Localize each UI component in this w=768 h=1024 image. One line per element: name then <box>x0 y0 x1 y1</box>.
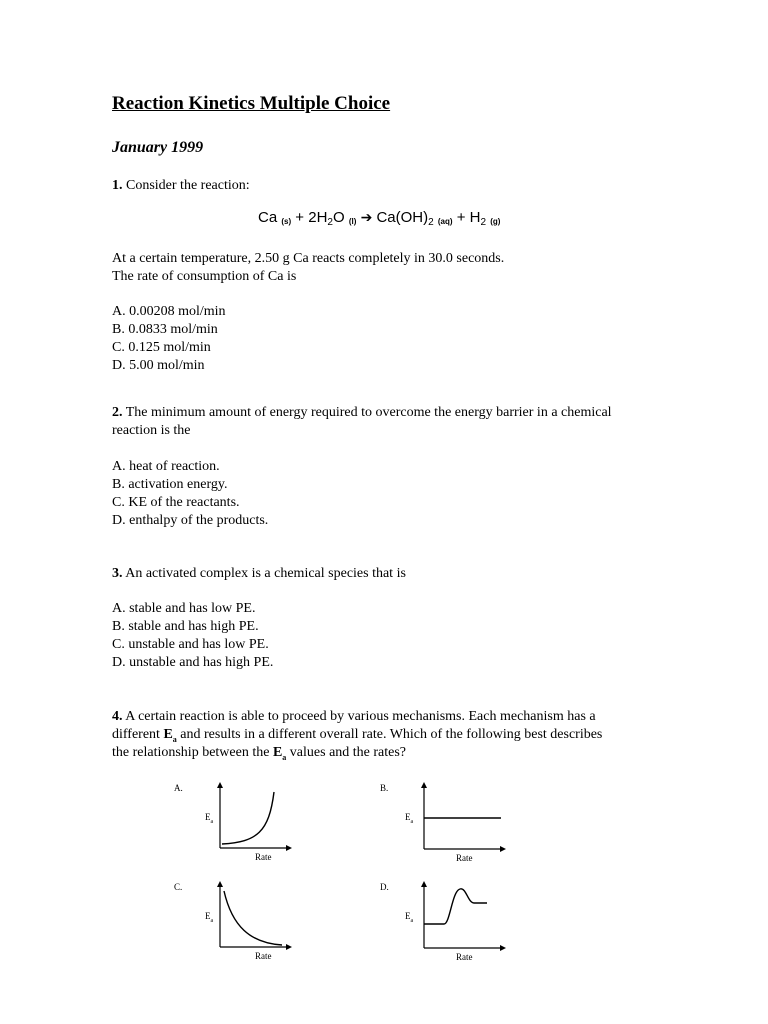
x-axis-arrow <box>286 845 292 851</box>
x-axis-label: Rate <box>255 852 272 862</box>
question-4-line1 <box>112 708 596 726</box>
question-number: 1. <box>112 178 123 193</box>
option-a: A. 0.00208 mol/min <box>112 304 226 319</box>
y-axis-label: $E_a$ <box>205 911 214 924</box>
graph-a-plot <box>172 782 302 872</box>
y-axis-label: $E_a$ <box>405 911 414 924</box>
question-text: Consider the reaction: <box>126 178 250 193</box>
option-a: A. stable and has low PE. <box>112 601 256 616</box>
x-axis-label: Rate <box>456 952 473 962</box>
x-axis-arrow <box>500 846 506 852</box>
question-number: 2. <box>112 405 123 420</box>
question-1-stem <box>112 177 250 195</box>
x-axis-arrow <box>286 944 292 950</box>
question-text: The minimum amount of energy required to overcome the energy barrier in a chemical <box>125 405 612 420</box>
graph-label: B. <box>380 783 389 793</box>
option-b: B. stable and has high PE. <box>112 619 259 634</box>
question-4-line2: different $E_a$ and results in a different overall rate. Which of the following best describes <box>112 727 603 744</box>
question-text: An activated complex is a chemical species that is <box>125 566 406 581</box>
question-4-line3: the relationship between the $E_a$ values and the rates? <box>112 745 407 762</box>
question-1-line1: At a certain temperature, 2.50 g Ca reacts completely in 30.0 seconds. <box>112 251 505 266</box>
x-axis-label: Rate <box>255 951 272 961</box>
question-2-line2: reaction is the <box>112 423 191 438</box>
graph-c <box>172 881 302 971</box>
y-axis-arrow <box>217 881 223 887</box>
question-number: 3. <box>112 566 123 581</box>
option-b: B. activation energy. <box>112 477 228 492</box>
option-c: C. unstable and has low PE. <box>112 637 269 652</box>
graph-d-plot <box>380 881 510 971</box>
option-c: C. 0.125 mol/min <box>112 340 211 355</box>
option-c: C. KE of the reactants. <box>112 495 240 510</box>
option-d: D. unstable and has high PE. <box>112 655 274 670</box>
question-number: 4. <box>112 709 123 724</box>
question-3-options <box>112 600 273 672</box>
graph-c-plot <box>172 881 302 971</box>
question-2-options <box>112 458 268 530</box>
data-curve <box>222 792 274 844</box>
chemical-equation: Ca $_{(s)} + 2H_2O$ $_{(l)}$ ➔ $Ca(OH)_2$ $_{(aq)} + H_2$ $_{(g)}$ <box>258 209 501 228</box>
activation-energy-symbol: $E_a$ <box>272 745 287 762</box>
question-2-line1 <box>112 404 612 422</box>
data-curve <box>424 889 487 924</box>
option-b: B. 0.0833 mol/min <box>112 322 218 337</box>
y-axis-arrow <box>217 782 223 788</box>
graph-label: D. <box>380 882 389 892</box>
graph-b <box>380 782 510 872</box>
x-axis-label: Rate <box>456 853 473 863</box>
y-axis-arrow <box>421 782 427 788</box>
question-1-line2: The rate of consumption of Ca is <box>112 269 297 284</box>
graph-label: C. <box>174 882 183 892</box>
graph-a <box>172 782 302 872</box>
question-3-stem <box>112 565 406 583</box>
option-d: D. 5.00 mol/min <box>112 358 205 373</box>
graph-b-plot <box>380 782 510 872</box>
option-d: D. enthalpy of the products. <box>112 513 269 528</box>
document-date: January 1999 <box>112 139 204 156</box>
graph-d <box>380 881 510 971</box>
option-a: A. heat of reaction. <box>112 459 220 474</box>
x-axis-arrow <box>500 945 506 951</box>
data-curve <box>224 891 282 945</box>
graph-label: A. <box>174 783 183 793</box>
document-title: Reaction Kinetics Multiple Choice <box>112 93 391 114</box>
reaction-arrow-icon: ➔ <box>360 209 373 225</box>
y-axis-label: $E_a$ <box>405 812 414 825</box>
question-1-options <box>112 303 226 375</box>
y-axis-label: $E_a$ <box>205 812 214 825</box>
question-text: A certain reaction is able to proceed by various mechanisms. Each mechanism has a <box>125 709 596 724</box>
y-axis-arrow <box>421 881 427 887</box>
activation-energy-symbol: $E_a$ <box>163 727 177 744</box>
